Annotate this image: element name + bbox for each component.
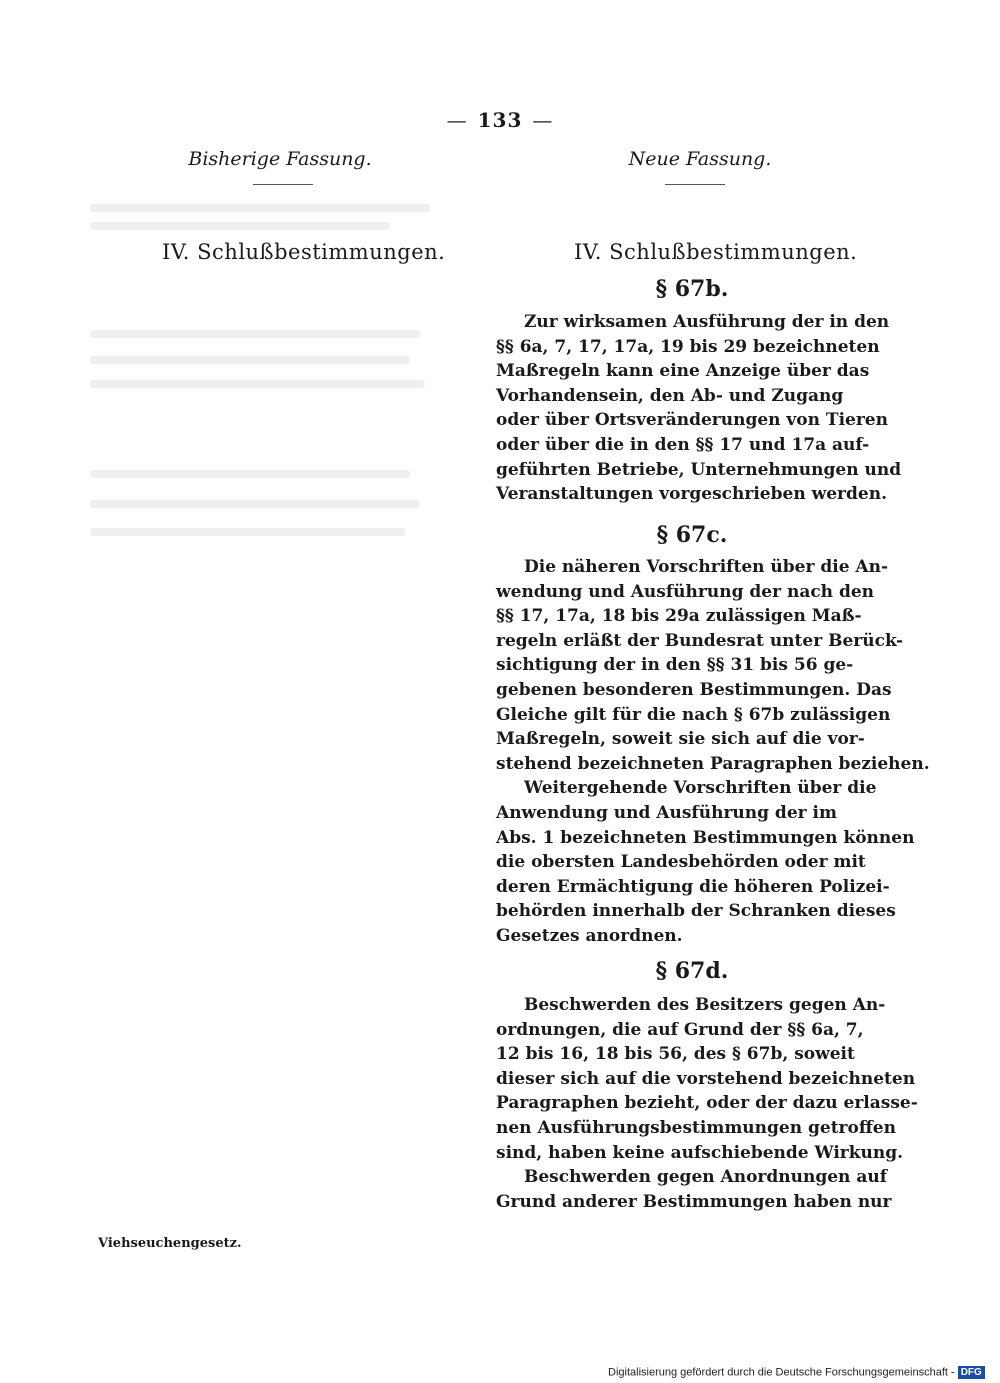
bleed-through-mark [90, 470, 410, 478]
text-line: deren Ermächtigung die höheren Polizei- [496, 876, 890, 897]
text-line: Vorhandensein, den Ab- und Zugang [496, 385, 844, 406]
text-line: Weitergehende Vorschriften über die [524, 778, 877, 799]
digitization-note [608, 1366, 985, 1379]
text-line: nen Ausführungsbestimmungen getroffen [496, 1117, 896, 1138]
paragraph [496, 555, 930, 776]
text-line: geführten Betriebe, Unternehmungen und [496, 459, 902, 480]
text-line: Gleiche gilt für die nach § 67b zulässigen [496, 704, 891, 725]
bleed-through-mark [90, 380, 425, 388]
paragraph-heading-67c: § 67c. [656, 522, 728, 548]
right-column-header: Neue Fassung. [628, 148, 772, 170]
text-line: oder über die in den §§ 17 und 17a auf- [496, 434, 870, 455]
text-line: §§ 17, 17a, 18 bis 29a zulässigen Maß- [496, 606, 862, 627]
page-number [0, 108, 1000, 132]
text-line: wendung und Ausführung der nach den [496, 581, 875, 602]
text-line: §§ 6a, 7, 17, 17a, 19 bis 29 bezeichneten [496, 336, 880, 357]
text-line: sind, haben keine aufschiebende Wirkung. [496, 1142, 904, 1163]
text-line: Beschwerden gegen Anordnungen auf [524, 1167, 888, 1188]
bleed-through-mark [90, 330, 420, 338]
text-line: Anwendung und Ausführung der im [496, 802, 837, 823]
paragraph [496, 993, 918, 1165]
text-line: gebenen besonderen Bestimmungen. Das [496, 679, 892, 700]
paragraph-text-67c [496, 555, 930, 949]
paragraph-heading-67d: § 67d. [655, 958, 729, 984]
paragraph [496, 310, 902, 507]
text-line: ordnungen, die auf Grund der §§ 6a, 7, [496, 1019, 864, 1040]
text-line: Die näheren Vorschriften über die An- [524, 557, 889, 577]
text-line: regeln erläßt der Bundesrat unter Berück- [496, 630, 904, 651]
paragraph [496, 776, 915, 948]
dfg-logo-icon: DFG [958, 1366, 985, 1379]
right-section-title: IV. Schlußbestimmungen. [574, 240, 858, 264]
paragraph-heading-67b: § 67b. [655, 276, 729, 302]
page-dash-right: — [532, 108, 554, 132]
bleed-through-mark [90, 500, 420, 508]
footer-running-title: Viehseuchengesetz. [98, 1236, 242, 1251]
text-line: stehend bezeichneten Paragraphen beziehen. [496, 753, 930, 774]
paragraph [496, 1165, 892, 1214]
text-line: Maßregeln, soweit sie sich auf die vor- [496, 729, 865, 750]
text-line: Zur wirksamen Ausführung der in den [524, 312, 890, 332]
left-header-rule [253, 184, 313, 185]
left-column-header: Bisherige Fassung. [188, 148, 372, 170]
bleed-through-mark [90, 204, 430, 212]
text-line: Grund anderer Bestimmungen haben nur [496, 1191, 892, 1212]
bleed-through-mark [90, 528, 405, 536]
text-line: Paragraphen bezieht, oder der dazu erlasse- [496, 1093, 918, 1114]
page-dash-left: — [446, 108, 468, 132]
text-line: sichtigung der in den §§ 31 bis 56 ge- [496, 655, 854, 676]
text-line: Beschwerden des Besitzers gegen An- [524, 995, 886, 1015]
text-line: Veranstaltungen vorgeschrieben werden. [496, 484, 887, 505]
text-line: Abs. 1 bezeichneten Bestimmungen können [496, 827, 915, 848]
text-line: behörden innerhalb der Schranken dieses [496, 901, 896, 922]
bleed-through-mark [90, 356, 410, 364]
text-line: oder über Ortsveränderungen von Tieren [496, 410, 888, 431]
digitization-note-text: Digitalisierung gefördert durch die Deutsche Forschungsgemeinschaft - [608, 1366, 955, 1379]
text-line: Maßregeln kann eine Anzeige über das [496, 361, 870, 382]
page-number-value: 133 [477, 108, 523, 132]
text-line: Gesetzes anordnen. [496, 925, 683, 946]
bleed-through-mark [90, 222, 390, 230]
text-line: 12 bis 16, 18 bis 56, des § 67b, soweit [496, 1044, 855, 1065]
paragraph-text-67d [496, 993, 918, 1214]
left-section-title: IV. Schlußbestimmungen. [162, 240, 446, 264]
text-line: dieser sich auf die vorstehend bezeichneten [496, 1068, 916, 1089]
right-header-rule [665, 184, 725, 185]
text-line: die obersten Landesbehörden oder mit [496, 852, 866, 873]
paragraph-text-67b [496, 310, 902, 507]
